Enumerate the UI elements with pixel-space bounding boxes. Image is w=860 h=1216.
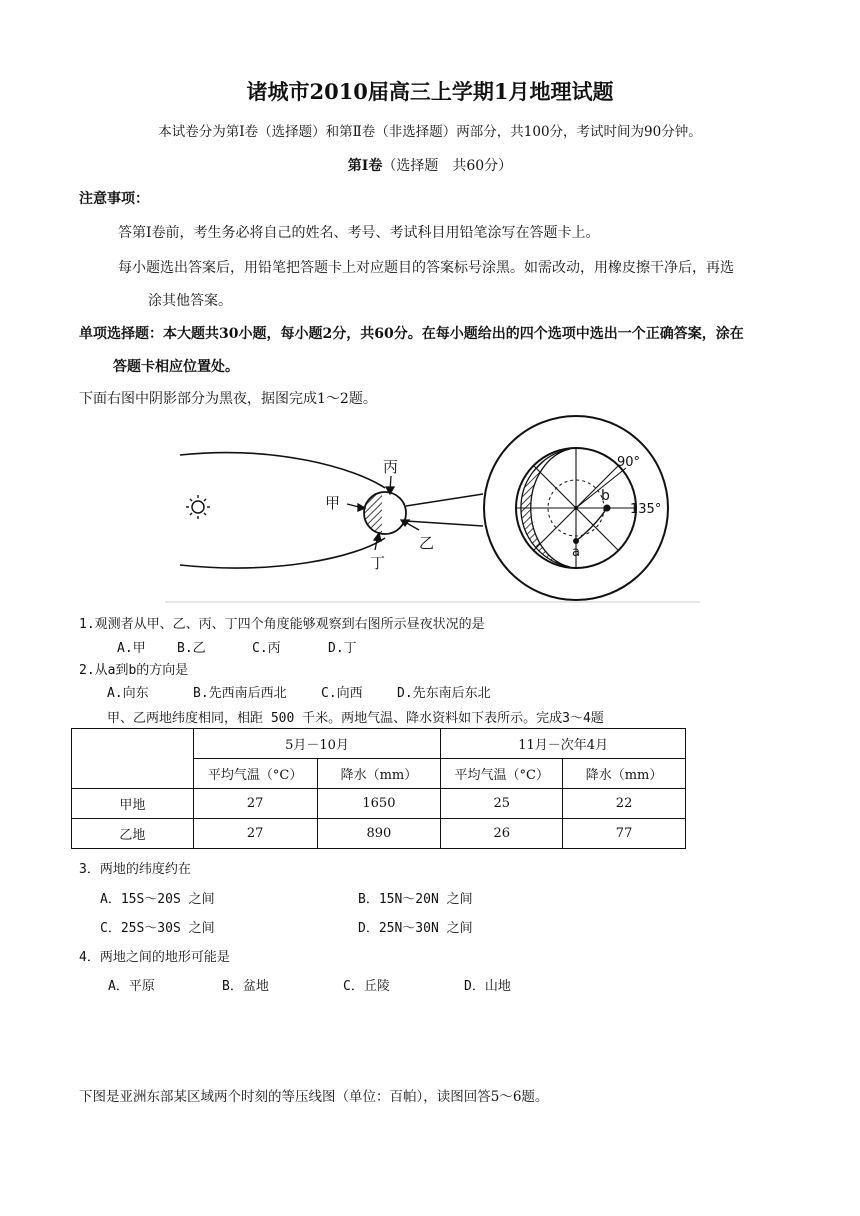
table-lead: 甲、乙两地纬度相同，相距 500 千米。两地气温、降水资料如下表所示。完成3～4题 [107, 711, 604, 726]
q4-option-c: C．丘陵 [343, 979, 390, 994]
q4-option-b: B．盆地 [222, 979, 269, 994]
cell-temp-2: 26 [441, 819, 563, 849]
q3-option-d: D．25N～30N 之间 [358, 921, 473, 936]
magnified-earth-view [484, 416, 668, 600]
row-name: 甲地 [72, 789, 194, 819]
day-night-figure [165, 408, 700, 603]
question-4-options [108, 975, 511, 994]
table-header-row [72, 729, 686, 759]
question-3-stem: 3．两地的纬度约在 [79, 862, 191, 877]
label-b: b [601, 488, 610, 504]
cell-rain-1: 890 [317, 819, 441, 849]
label-yi: 乙 [419, 534, 435, 552]
section-instruction-cont: 答题卡相应位置处。 [113, 359, 239, 375]
q4-option-a: A．平原 [108, 979, 155, 994]
period1-header: 5月－10月 [193, 729, 441, 759]
table-row [72, 819, 686, 849]
cell-rain-2: 22 [563, 789, 686, 819]
small-earth [364, 492, 406, 534]
point-a [573, 538, 579, 544]
page-title: 诸城市2010届高三上学期1月地理试题 [246, 79, 614, 104]
climate-table [71, 728, 686, 849]
col-rain-2: 降水（mm） [563, 759, 686, 789]
part1-name: 第Ⅰ卷 [347, 158, 383, 174]
cell-rain-1: 1650 [317, 789, 441, 819]
notes-heading: 注意事项： [79, 191, 149, 207]
label-jia: 甲 [325, 494, 341, 512]
q1-option-c: C.丙 [252, 641, 281, 656]
note-item-2: 每小题选出答案后，用铅笔把答题卡上对应题目的答案标号涂黑。如需改动，用橡皮擦干净后，再选 [118, 260, 734, 276]
next-figure-lead: 下图是亚洲东部某区域两个时刻的等压线图（单位：百帕），读图回答5～6题。 [79, 1089, 549, 1105]
row-name: 乙地 [72, 819, 194, 849]
label-135deg: 135° [630, 502, 662, 517]
period2-header: 11月－次年4月 [441, 729, 686, 759]
q3-option-b: B．15N～20N 之间 [358, 892, 473, 907]
q1-option-a: A.甲 [117, 641, 146, 656]
q2-option-a: A.向东 [107, 686, 149, 701]
col-temp-1: 平均气温（°C） [193, 759, 317, 789]
label-ding: 丁 [370, 554, 386, 572]
part1-note: （选择题 共60分） [382, 158, 513, 174]
table-corner-cell [72, 729, 194, 789]
label-bing: 丙 [383, 458, 399, 476]
sun-icon [186, 495, 210, 519]
col-temp-2: 平均气温（°C） [441, 759, 563, 789]
table-row [72, 789, 686, 819]
q4-option-d: D．山地 [464, 979, 511, 994]
figure1-lead: 下面右图中阴影部分为黑夜，据图完成1～2题。 [79, 391, 377, 407]
section-instruction: 单项选择题：本大题共30小题，每小题2分，共60分。在每小题给出的四个选项中选出一个正确答案，涂在 [79, 326, 744, 342]
question-2-options [107, 682, 491, 701]
label-90deg: 90° [617, 455, 641, 470]
q1-option-d: D.丁 [328, 641, 357, 656]
q2-option-c: C.向西 [321, 686, 363, 701]
q1-option-b: B.乙 [177, 641, 206, 656]
q2-option-b: B.先西南后西北 [193, 686, 287, 701]
q2-option-d: D.先东南后东北 [397, 686, 491, 701]
question-1-stem: 1.观测者从甲、乙、丙、丁四个角度能够观察到右图所示昼夜状况的是 [79, 617, 485, 632]
col-rain-1: 降水（mm） [317, 759, 441, 789]
cell-rain-2: 77 [563, 819, 686, 849]
cell-temp-1: 27 [193, 789, 317, 819]
note-item-1: 答第Ⅰ卷前，考生务必将自己的姓名、考号、考试科目用铅笔涂写在答题卡上。 [118, 225, 600, 241]
note-item-2-cont: 涂其他答案。 [148, 293, 232, 309]
point-b [604, 505, 611, 512]
q3-option-a: A．15S～20S 之间 [100, 892, 215, 907]
part1-title [0, 155, 860, 175]
question-1-options [117, 637, 357, 656]
label-a: a [572, 545, 580, 560]
cell-temp-2: 25 [441, 789, 563, 819]
question-4-stem: 4．两地之间的地形可能是 [79, 950, 230, 965]
q3-option-c: C．25S～30S 之间 [100, 921, 215, 936]
exam-intro: 本试卷分为第Ⅰ卷（选择题）和第Ⅱ卷（非选择题）两部分，共100分，考试时间为90分钟。 [158, 124, 702, 140]
question-2-stem: 2.从a到b的方向是 [79, 663, 189, 678]
cell-temp-1: 27 [193, 819, 317, 849]
